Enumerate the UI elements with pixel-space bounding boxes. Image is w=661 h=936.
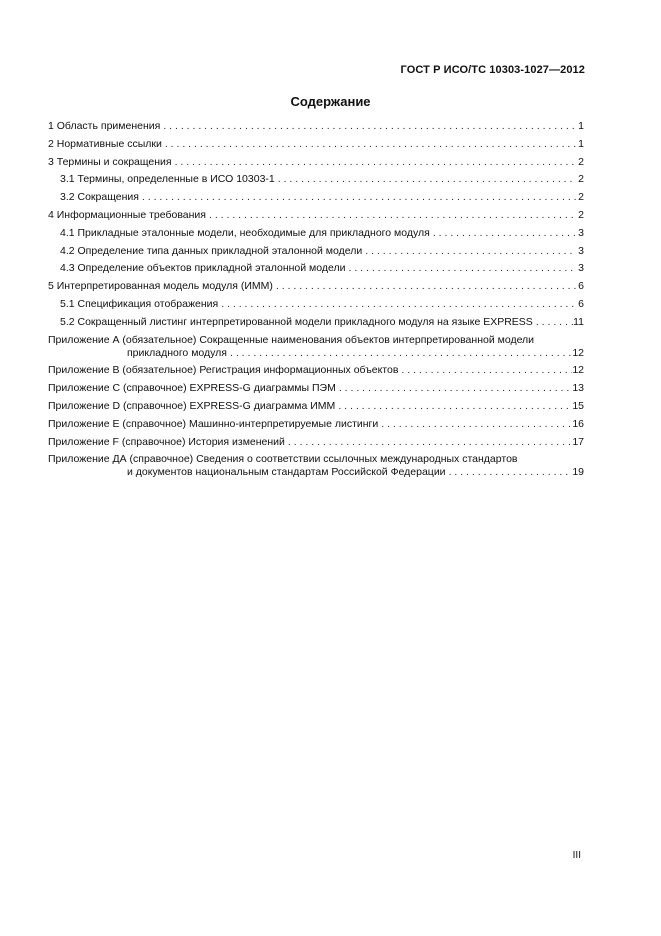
dot-leader: [218, 298, 576, 311]
toc-entry-text: Приложение ДА (справочное) Сведения о соответствии ссылочных международных стандартов: [48, 453, 518, 466]
dot-leader: [172, 156, 576, 169]
toc-entry-page: 15: [572, 399, 584, 412]
toc-entry-page: 6: [578, 280, 584, 293]
toc-entry-page: 1: [578, 120, 584, 132]
toc-entry-page: 1: [578, 137, 584, 150]
dot-leader: [335, 400, 572, 413]
toc-entry-text: Приложение В (обязательное) Регистрация информационных объектов: [48, 364, 399, 377]
toc-entry-text: Приложение Е (справочное) Машинно-интерпретируемые листинги: [48, 417, 379, 430]
toc-entry-4-3[interactable]: [48, 262, 584, 275]
toc-entry-text: 3.1 Термины, определенные в ИСО 10303-1: [60, 173, 275, 186]
toc-entry-2[interactable]: [48, 138, 584, 151]
toc-entry-5-2[interactable]: [48, 316, 584, 329]
toc-entry-page: 17: [572, 435, 584, 448]
toc-entry-page: 2: [578, 173, 584, 186]
toc-entry-appendix-a[interactable]: [48, 334, 584, 360]
toc-entry-text: Приложение F (справочное) История изменений: [48, 435, 285, 448]
dot-leader: [533, 316, 573, 329]
toc-entry-text: Приложение С (справочное) EXPRESS-G диаграммы ПЭМ: [48, 382, 336, 395]
toc-entry-5[interactable]: [48, 280, 584, 293]
toc-entry-page: 6: [578, 297, 584, 310]
dot-leader: [398, 364, 572, 377]
dot-leader: [273, 280, 576, 293]
toc-entry-text: 3.2 Сокращения: [60, 191, 139, 204]
dot-leader: [139, 191, 576, 204]
toc-entry-page: 12: [572, 346, 584, 359]
toc-entry-text: 4.2 Определение типа данных прикладной эталонной модели: [60, 244, 363, 257]
dot-leader: [227, 347, 572, 360]
toc-entry-text: 2 Нормативные ссылки: [48, 137, 162, 150]
toc-entry-4[interactable]: [48, 209, 584, 222]
page-title: Содержание: [290, 94, 371, 109]
toc-entry-page: 19: [572, 466, 584, 479]
toc-entry-text: 5.2 Сокращенный листинг интерпретированной модели прикладного модуля на языке EXPRESS: [60, 315, 533, 328]
toc-entry-1[interactable]: [48, 120, 584, 133]
dot-leader: [162, 138, 576, 151]
toc-entry-text: 4.3 Определение объектов прикладной эталонной модели: [60, 262, 346, 275]
toc-entry-3-2[interactable]: [48, 191, 584, 204]
dot-leader: [206, 209, 576, 222]
toc-entry-3-1[interactable]: [48, 173, 584, 186]
toc-entry-4-1[interactable]: [48, 227, 584, 240]
dot-leader: [345, 262, 576, 275]
toc-entry-page: 11: [573, 315, 584, 328]
toc-entry-appendix-c[interactable]: [48, 382, 584, 395]
table-of-contents: [48, 120, 584, 484]
toc-entry-text: Приложение А (обязательное) Сокращенные наименования объектов интерпретированной модели: [48, 333, 535, 346]
dot-leader: [275, 173, 576, 186]
toc-entry-text: 4 Информационные требования: [48, 208, 206, 221]
toc-entry-page: 3: [578, 244, 584, 257]
toc-entry-text: 4.1 Прикладные эталонные модели, необходимые для прикладного модуля: [60, 226, 430, 239]
toc-entry-page: 16: [572, 417, 584, 430]
toc-entry-text: 5.1 Спецификация отображения: [60, 297, 219, 310]
dot-leader: [285, 436, 572, 449]
toc-entry-appendix-da[interactable]: [48, 453, 584, 479]
toc-entry-page: 2: [578, 191, 584, 204]
toc-entry-text: 3 Термины и сокращения: [48, 155, 172, 168]
dot-leader: [446, 466, 573, 479]
toc-entry-text: 1 Область применения: [48, 120, 161, 132]
toc-entry-text: 5 Интерпретированная модель модуля (ИММ): [48, 280, 273, 293]
toc-entry-page: 3: [578, 262, 584, 275]
toc-entry-page: 3: [578, 226, 584, 239]
document-code: ГОСТ Р ИСО/ТС 10303-1027—2012: [400, 64, 585, 76]
toc-entry-page: 2: [578, 155, 584, 168]
toc-entry-appendix-e[interactable]: [48, 418, 584, 431]
toc-entry-text-continued: и документов национальным стандартам Российской Федерации: [127, 466, 446, 479]
toc-entry-text-continued: прикладного модуля: [127, 346, 227, 359]
toc-entry-appendix-b[interactable]: [48, 364, 584, 377]
dot-leader: [378, 418, 572, 431]
toc-entry-page: 12: [572, 364, 584, 377]
toc-entry-page: 2: [578, 208, 584, 221]
page-number: III: [572, 850, 581, 861]
dot-leader: [362, 245, 576, 258]
toc-entry-4-2[interactable]: [48, 245, 584, 258]
dot-leader: [160, 120, 576, 133]
toc-entry-3[interactable]: [48, 156, 584, 169]
toc-entry-page: 13: [572, 382, 584, 395]
dot-leader: [336, 382, 573, 395]
toc-entry-5-1[interactable]: [48, 298, 584, 311]
dot-leader: [430, 227, 576, 240]
toc-entry-appendix-d[interactable]: [48, 400, 584, 413]
toc-entry-appendix-f[interactable]: [48, 436, 584, 449]
toc-entry-text: Приложение D (справочное) EXPRESS-G диаграмма ИММ: [48, 399, 336, 412]
